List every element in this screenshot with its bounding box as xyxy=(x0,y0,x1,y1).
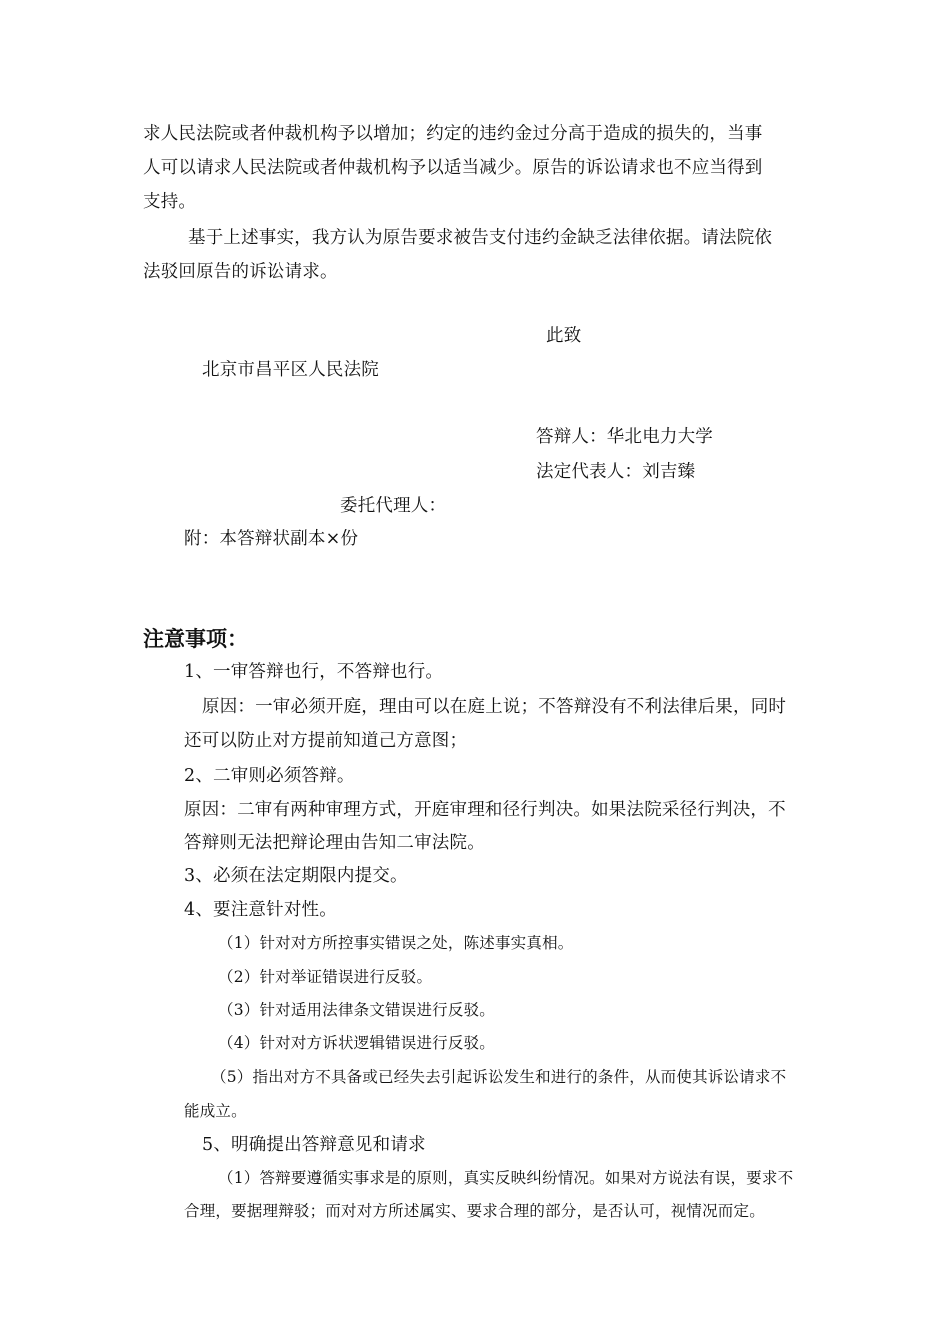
notes-reason-1-line2: 还可以防止对方提前知道己方意图； xyxy=(184,731,468,751)
notes-item-3: 3、必须在法定期限内提交。 xyxy=(184,866,408,886)
body-para2-line1: 基于上述事实，我方认为原告要求被告支付违约金缺乏法律依据。请法院依 xyxy=(188,228,773,248)
notes-item-2: 2、二审则必须答辩。 xyxy=(184,766,355,786)
body-para1-line3: 支持。 xyxy=(143,192,197,212)
notes-sub-5-1-line2: 合理，要据理辩驳；而对对方所述属实、要求合理的部分，是否认可，视情况而定。 xyxy=(184,1202,765,1220)
notes-sub-4-5-line1: （5）指出对方不具备或已经失去引起诉讼发生和进行的条件，从而使其诉讼请求不 xyxy=(211,1068,787,1086)
notes-reason-2-line2: 答辩则无法把辩论理由告知二审法院。 xyxy=(184,833,485,853)
closing-respondent: 答辩人：华北电力大学 xyxy=(536,427,713,447)
notes-reason-2-line1: 原因：二审有两种审理方式，开庭审理和径行判决。如果法院采径行判决，不 xyxy=(184,800,786,820)
body-para2-line2: 法驳回原告的诉讼请求。 xyxy=(143,262,338,282)
notes-reason-1-line1: 原因：一审必须开庭，理由可以在庭上说；不答辩没有不利法律后果，同时 xyxy=(202,697,787,717)
closing-agent: 委托代理人： xyxy=(340,496,447,516)
body-para1-line1: 求人民法院或者仲裁机构予以增加；约定的违约金过分高于造成的损失的，当事 xyxy=(143,124,763,144)
body-para1-line2: 人可以请求人民法院或者仲裁机构予以适当减少。原告的诉讼请求也不应当得到 xyxy=(143,158,763,178)
closing-salutation: 此致 xyxy=(546,326,582,346)
closing-court: 北京市昌平区人民法院 xyxy=(202,360,379,380)
notes-sub-4-3: （3）针对适用法律条文错误进行反驳。 xyxy=(218,1001,495,1019)
notes-item-1: 1、一审答辩也行，不答辩也行。 xyxy=(184,662,444,682)
closing-legal-rep: 法定代表人：刘吉臻 xyxy=(536,462,696,482)
notes-title: 注意事项： xyxy=(143,627,248,651)
notes-sub-4-2: （2）针对举证错误进行反驳。 xyxy=(218,968,433,986)
notes-item-4: 4、要注意针对性。 xyxy=(184,900,337,920)
notes-sub-4-5-line2: 能成立。 xyxy=(184,1102,247,1120)
notes-item-5: 5、明确提出答辩意见和请求 xyxy=(202,1135,426,1155)
notes-sub-4-4: （4）针对对方诉状逻辑错误进行反驳。 xyxy=(218,1034,495,1052)
closing-attachment: 附：本答辩状副本×份 xyxy=(184,529,359,549)
notes-sub-5-1-line1: （1）答辩要遵循实事求是的原则，真实反映纠纷情况。如果对方说法有误，要求不 xyxy=(218,1169,794,1187)
notes-sub-4-1: （1）针对对方所控事实错误之处，陈述事实真相。 xyxy=(218,934,574,952)
